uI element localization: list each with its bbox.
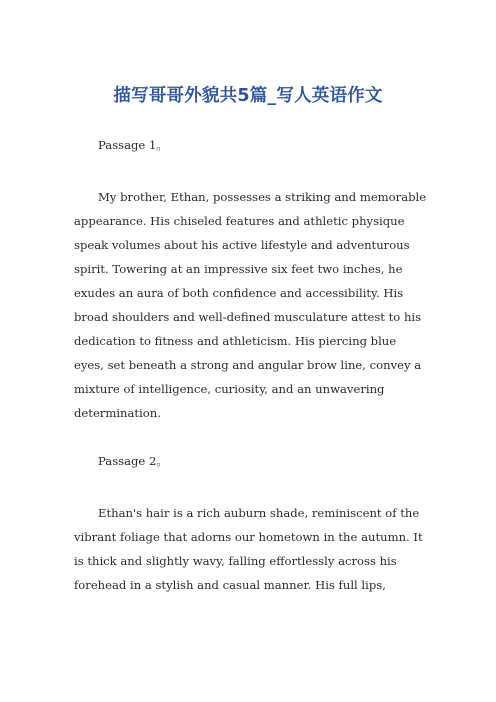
paragraph-line: vibrant foliage that adorns our hometown in the autumn. It [74,530,423,544]
paragraph-line: speak volumes about his active lifestyle and adventurous [74,238,410,252]
paragraph-line: forehead in a stylish and casual manner. His full lips, [74,578,386,592]
paragraph-line: mixture of intelligence, curiosity, and an unwavering [74,382,385,396]
paragraph-line: is thick and slightly wavy, falling effortlessly across his [74,554,397,568]
paragraph-line: appearance. His chiseled features and athletic physique [74,214,405,228]
passage-heading: Passage 1。 [98,138,168,152]
paragraph-line: broad shoulders and well-defined musculature attest to his [74,310,422,324]
paragraph-line: dedication to fitness and athleticism. His piercing blue [74,334,397,348]
paragraph-line: determination. [74,406,161,420]
document-title: 描写哥哥外貌共5篇_写人英语作文 [113,86,383,106]
paragraph-line: Ethan's hair is a rich auburn shade, reminiscent of the [98,506,420,520]
paragraph-line: eyes, set beneath a strong and angular brow line, convey a [74,358,422,372]
passage-heading: Passage 2。 [98,454,168,468]
paragraph-line: spirit. Towering at an impressive six feet two inches, he [74,262,403,276]
paragraph-line: exudes an aura of both confidence and accessibility. His [74,286,404,300]
paragraph-line: My brother, Ethan, possesses a striking and memorable [98,190,427,204]
